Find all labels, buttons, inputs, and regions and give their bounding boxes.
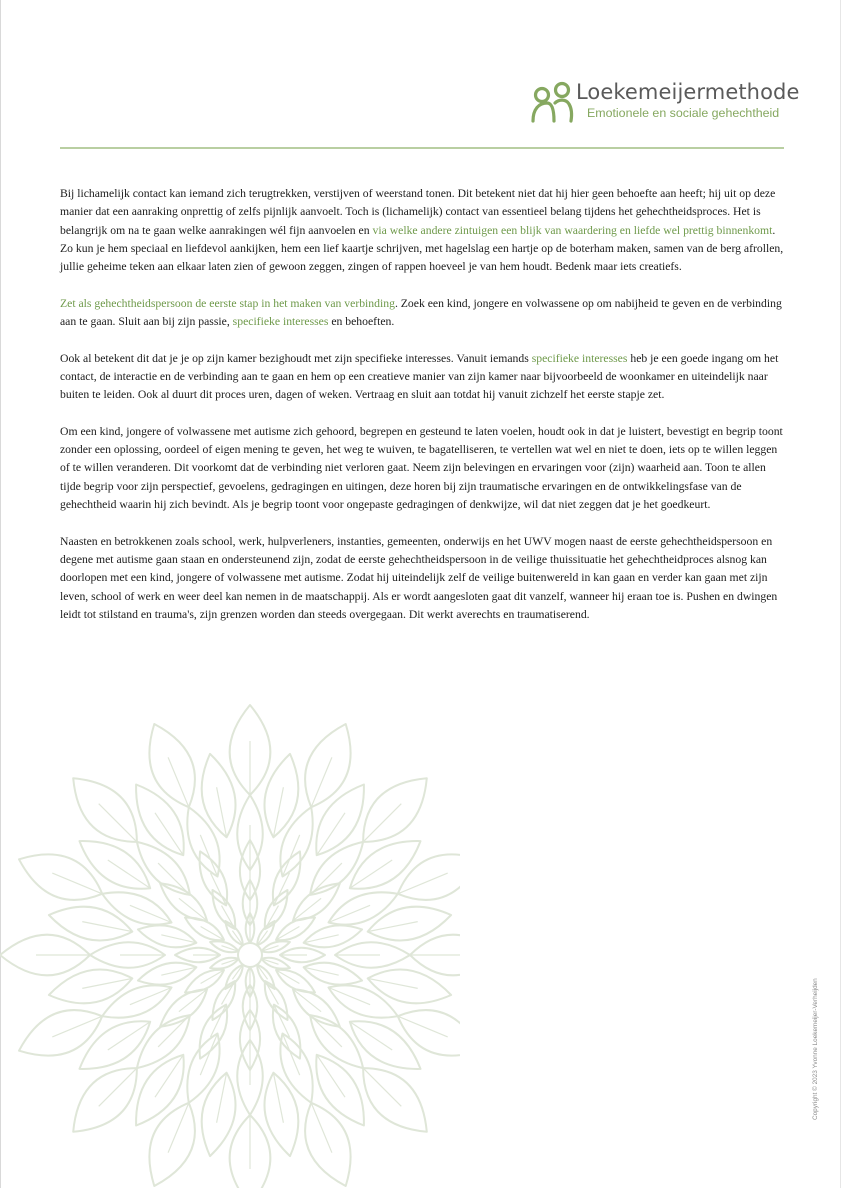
text-segment: gehechtheidspersoon en degene met autisme gaan staan en ondersteunend zijn, zodat de eerste gehechtheidspersoon in de veilige thuissituatie [60, 534, 773, 566]
brand-name: Loekemeijermethode [576, 80, 800, 104]
petal-vein [52, 1016, 102, 1037]
text-segment: begrip toont zonder een oplossing, oordeel of eigen mening te geven, het weg te wuiven, te bagatelliseren, te vertellen wat wel en niet te doen, [60, 424, 783, 457]
petal-vein [168, 1103, 189, 1153]
body-paragraph [60, 350, 788, 405]
text-segment: hij uit op deze manier dat een aanraking onprettig of zelfs pijnlijk aanvoelt. Toch is (lichamelijk) contact van essentieel belang tijdens het [60, 187, 776, 219]
text-segment: . Zo kun je hem speciaal en liefdevol aankijken, hem een lief kaartje schrijven, met hagelslag een [60, 223, 776, 255]
text-segment: Ook al betekent dit dat je je op zijn kamer bezighoudt met zijn specifieke interesses. Vanuit iemands [60, 351, 532, 365]
text-segment: waarheid aan. Toon te allen tijde begrip voor zijn perspectief, gevoelens, gedragingen en uitingen, deze horen bij zijn traumatische ervaringen en [60, 461, 766, 493]
highlighted-phrase: via welke andere zintuigen een blijk van [372, 223, 562, 237]
copyright-notice: Copyright © 2023 Yvonne Loekemeijer-Verheijden [812, 978, 819, 1120]
body-text [60, 185, 788, 642]
flower-center [238, 943, 262, 967]
two-people-logo-icon [531, 80, 575, 124]
petal-vein [304, 967, 339, 975]
dahlia-flower-illustration-icon [0, 700, 460, 1188]
highlighted-phrase: specifieke interesses [531, 351, 628, 365]
petal-vein [398, 873, 448, 894]
text-segment: de verbinding aan te gaan. Sluit aan bij zijn passie, [60, 296, 782, 329]
petal-vein [311, 757, 332, 807]
highlighted-phrase: waardering en liefde wel prettig binnenkomt [564, 223, 773, 237]
text-segment: Om een kind, jongere of volwassene met autisme zich gehoord, begrepen en gesteund te laten voelen, houdt ook in dat je luistert, bevestigt en [60, 424, 724, 438]
text-segment: de ontwikkelingsfase van de gehechtheid waarin hij zich bevindt. Als je begrip toont voor ongepaste gedragingen of denkwijze, wil dat niet zeggen [60, 479, 742, 512]
text-segment: het gehechtheidproces alsnog kan doorlopen met een kind, jongere of volwassene met autisme. Zodat hij uiteindelijk zelf de veilige buitenwereld [60, 552, 767, 585]
petal-vein [363, 1068, 401, 1106]
petal-vein [99, 804, 137, 842]
highlighted-phrase: specifieke interesses [232, 315, 329, 329]
petal-vein [311, 1103, 332, 1153]
text-segment: in kan gaan en verder kan gaan met zijn leven, school of werk en weer deel kan nemen in de maatschappij. Als er wordt aangesloten gaat dit vanzelf, [60, 571, 768, 603]
text-segment: dat je het goedkeurt. [614, 498, 711, 512]
text-segment: uiteindelijk naar buiten te leiden. Ook al duurt dit proces uren, dagen of weken. Vertraag en sluit aan totdat hij vanuit zichzelf het eerste stapje zet. [60, 369, 768, 402]
petal-vein [161, 935, 196, 943]
petal-vein [398, 1016, 448, 1037]
brand-logo [531, 80, 800, 126]
petal-vein [99, 1068, 137, 1106]
text-segment: je van hem houdt. Bedenk maar iets creatiefs. [468, 260, 682, 274]
header-divider [60, 147, 784, 149]
text-segment: Bij lichamelijk contact kan iemand zich terugtrekken, verstijven of weerstand tonen. Dit betekent niet dat hij hier geen behoefte aan heeft; [60, 187, 706, 200]
petal-vein [168, 757, 189, 807]
petal-outline [398, 854, 460, 900]
petal-vein [52, 873, 102, 894]
body-paragraph [60, 533, 788, 624]
text-segment: hartje op de boterham maken, samen van de berg afrollen, jullie geheime teken aan elkaar laten zien of gewoon zeggen, zingen of rappen hoeveel [60, 241, 784, 274]
page-edge [840, 0, 841, 1188]
text-segment: heb je een goede ingang [627, 351, 744, 365]
petal-vein [161, 967, 196, 975]
brand-tagline: Emotionele en sociale gehechtheid [587, 106, 780, 120]
petal-vein [304, 935, 339, 943]
text-segment: . Zoek een kind, jongere en volwassene op om nabijheid te geven en [394, 296, 715, 310]
text-segment: en behoeften. [328, 315, 395, 329]
text-segment: wanneer hij eraan toe is. Pushen en dwingen leidt tot stilstand en trauma's, zijn grenzen worden dan steeds overgegaan. Dit werkt averechts en [60, 589, 778, 621]
text-segment: om het contact, de interactie en de verbinding aan te gaan en hem op een creatieve manier van zijn kamer naar bijvoorbeeld de woonkamer en [60, 351, 779, 383]
text-segment: Naasten en betrokkenen zoals school, werk, hulpverleners, instanties, gemeenten, onderwijs en het UWV mogen naast de eerste [60, 534, 658, 548]
body-paragraph [60, 295, 788, 332]
petal-outline [398, 1010, 460, 1056]
text-segment: traumatiserend. [517, 607, 590, 621]
body-paragraph [60, 185, 788, 276]
text-segment: gehechtheidsproces. Het is belangrijk om na te gaan welke aanrakingen wél fijn aanvoelen en [60, 205, 761, 237]
body-paragraph [60, 423, 788, 514]
highlighted-phrase: Zet als gehechtheidspersoon de eerste stap in het maken van verbinding [60, 296, 395, 310]
text-segment: iets op te willen leggen of te willen veranderen. Dit voorkomt dat de verbinding niet verloren gaat. Neem zijn belevingen en ervaringen voor (zijn) [60, 443, 778, 475]
petal-vein [363, 804, 401, 842]
